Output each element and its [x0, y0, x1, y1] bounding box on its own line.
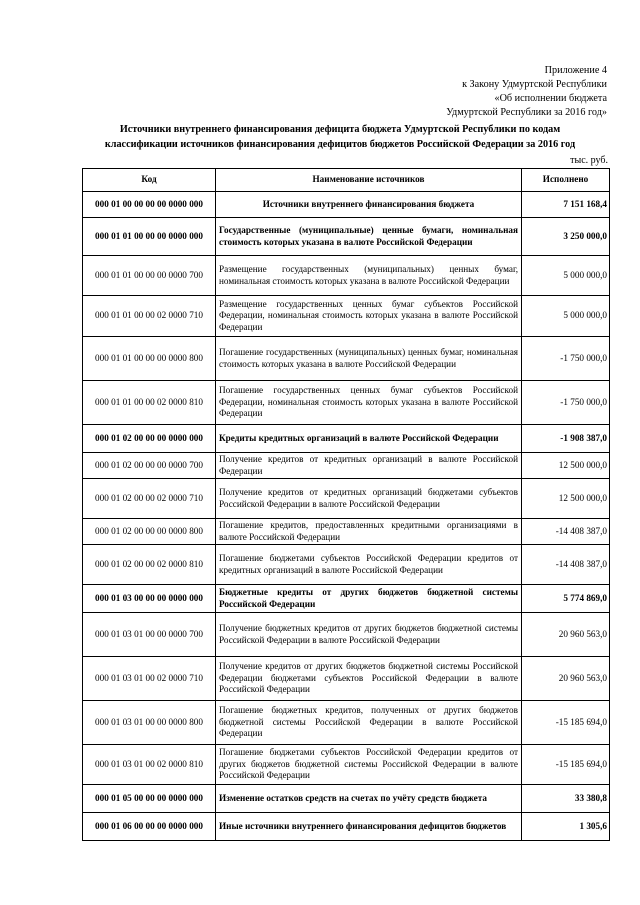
row-value: 5 000 000,0 — [522, 256, 610, 296]
table-row — [83, 218, 610, 256]
table-row — [83, 585, 610, 613]
document-title — [70, 123, 610, 152]
row-name: Погашение бюджетных кредитов, полученных от других бюджетов бюджетной системы Российской Федерации в валюте Российской Федерации — [216, 701, 522, 745]
row-value: 12 500 000,0 — [522, 453, 610, 479]
table-row — [83, 813, 610, 841]
table-row — [83, 296, 610, 337]
row-value: 7 151 168,4 — [522, 192, 610, 218]
row-code: 000 01 01 00 00 02 0000 810 — [83, 381, 216, 425]
table-row — [83, 785, 610, 813]
row-value: -1 750 000,0 — [522, 381, 610, 425]
row-code: 000 01 03 00 00 00 0000 000 — [83, 585, 216, 613]
row-code: 000 01 03 01 00 00 0000 800 — [83, 701, 216, 745]
row-name: Иные источники внутреннего финансирования дефицитов бюджетов — [216, 813, 522, 841]
row-name: Получение кредитов от кредитных организаций бюджетами субъектов Российской Федерации в валюте Российской Федерации — [216, 479, 522, 519]
row-value: -14 408 387,0 — [522, 545, 610, 585]
row-name: Государственные (муниципальные) ценные бумаги, номинальная стоимость которых указана в валюте Российской Федерации — [216, 218, 522, 256]
row-value: 20 960 563,0 — [522, 613, 610, 657]
row-name: Погашение бюджетами субъектов Российской Федерации кредитов от кредитных организаций в валюте Российской Федерации — [216, 545, 522, 585]
row-value: -15 185 694,0 — [522, 745, 610, 785]
table-row — [83, 545, 610, 585]
row-code: 000 01 05 00 00 00 0000 000 — [83, 785, 216, 813]
annex-law-ref: к Закону Удмуртской Республики — [462, 79, 607, 90]
table-row — [83, 256, 610, 296]
row-value: 3 250 000,0 — [522, 218, 610, 256]
row-value: -1 908 387,0 — [522, 425, 610, 453]
row-value: 5 774 869,0 — [522, 585, 610, 613]
row-name: Размещение государственных (муниципальных) ценных бумаг, номинальная стоимость которых указана в валюте Российской Федерации — [216, 256, 522, 296]
row-code: 000 01 02 00 00 00 0000 000 — [83, 425, 216, 453]
table-row — [83, 701, 610, 745]
row-name: Источники внутреннего финансирования бюджета — [216, 192, 522, 218]
table-header-row — [83, 169, 610, 192]
table-row — [83, 479, 610, 519]
table-row — [83, 519, 610, 545]
row-name: Погашение государственных ценных бумаг субъектов Российской Федерации, номинальная стоимость которых указана в валюте Российской Федерации — [216, 381, 522, 425]
row-code: 000 01 02 00 00 02 0000 810 — [83, 545, 216, 585]
row-value: 33 380,8 — [522, 785, 610, 813]
row-value: -14 408 387,0 — [522, 519, 610, 545]
table-row — [83, 192, 610, 218]
row-name: Погашение кредитов, предоставленных кредитными организациями в валюте Российской Федерации — [216, 519, 522, 545]
annex-law-year: Удмуртской Республики за 2016 год» — [446, 107, 607, 118]
row-code: 000 01 00 00 00 00 0000 000 — [83, 192, 216, 218]
table-row — [83, 613, 610, 657]
annex-note — [307, 64, 607, 120]
table-row — [83, 453, 610, 479]
row-name: Получение кредитов от других бюджетов бюджетной системы Российской Федерации бюджетами субъектов Российской Федерации в валюте Российской Федерации — [216, 657, 522, 701]
row-code: 000 01 01 00 00 00 0000 700 — [83, 256, 216, 296]
row-code: 000 01 01 00 00 00 0000 800 — [83, 337, 216, 381]
row-name: Размещение государственных ценных бумаг субъектов Российской Федерации, номинальная стоимость которых указана в валюте Российской Федерации — [216, 296, 522, 337]
table-row — [83, 381, 610, 425]
row-code: 000 01 03 01 00 02 0000 810 — [83, 745, 216, 785]
row-name: Кредиты кредитных организаций в валюте Российской Федерации — [216, 425, 522, 453]
sources-table — [82, 168, 610, 841]
header-name: Наименование источников — [216, 169, 522, 192]
annex-law-title: «Об исполнении бюджета — [494, 93, 607, 104]
row-code: 000 01 02 00 00 02 0000 710 — [83, 479, 216, 519]
row-code: 000 01 01 00 00 00 0000 000 — [83, 218, 216, 256]
table-body — [83, 192, 610, 841]
annex-number: Приложение 4 — [544, 65, 607, 76]
row-code: 000 01 03 01 00 02 0000 710 — [83, 657, 216, 701]
title-line-1: Источники внутреннего финансирования дефицита бюджета Удмуртской Республики по кодам — [119, 124, 561, 135]
table-row — [83, 745, 610, 785]
row-code: 000 01 02 00 00 00 0000 700 — [83, 453, 216, 479]
row-name: Получение бюджетных кредитов от других бюджетов бюджетной системы Российской Федерации в валюте Российской Федерации — [216, 613, 522, 657]
row-value: -1 750 000,0 — [522, 337, 610, 381]
row-code: 000 01 06 00 00 00 0000 000 — [83, 813, 216, 841]
row-name: Погашение государственных (муниципальных) ценных бумаг, номинальная стоимость которых указана в валюте Российской Федерации — [216, 337, 522, 381]
table-row — [83, 337, 610, 381]
row-name: Изменение остатков средств на счетах по учёту средств бюджета — [216, 785, 522, 813]
row-code: 000 01 03 01 00 00 0000 700 — [83, 613, 216, 657]
row-name: Бюджетные кредиты от других бюджетов бюджетной системы Российской Федерации — [216, 585, 522, 613]
row-value: -15 185 694,0 — [522, 701, 610, 745]
title-line-2: классификации источников финансирования дефицитов бюджетов Российской Федерации за 2016 год — [104, 138, 576, 150]
table-row — [83, 425, 610, 453]
row-code: 000 01 02 00 00 00 0000 800 — [83, 519, 216, 545]
row-value: 1 305,6 — [522, 813, 610, 841]
header-executed: Исполнено — [522, 169, 610, 192]
row-value: 5 000 000,0 — [522, 296, 610, 337]
row-code: 000 01 01 00 00 02 0000 710 — [83, 296, 216, 337]
row-name: Получение кредитов от кредитных организаций в валюте Российской Федерации — [216, 453, 522, 479]
table-row — [83, 657, 610, 701]
row-value: 12 500 000,0 — [522, 479, 610, 519]
header-code: Код — [83, 169, 216, 192]
units-label: тыс. руб. — [570, 155, 608, 166]
row-value: 20 960 563,0 — [522, 657, 610, 701]
row-name: Погашение бюджетами субъектов Российской Федерации кредитов от других бюджетов бюджетной системы Российской Федерации в валюте Российской Федерации — [216, 745, 522, 785]
